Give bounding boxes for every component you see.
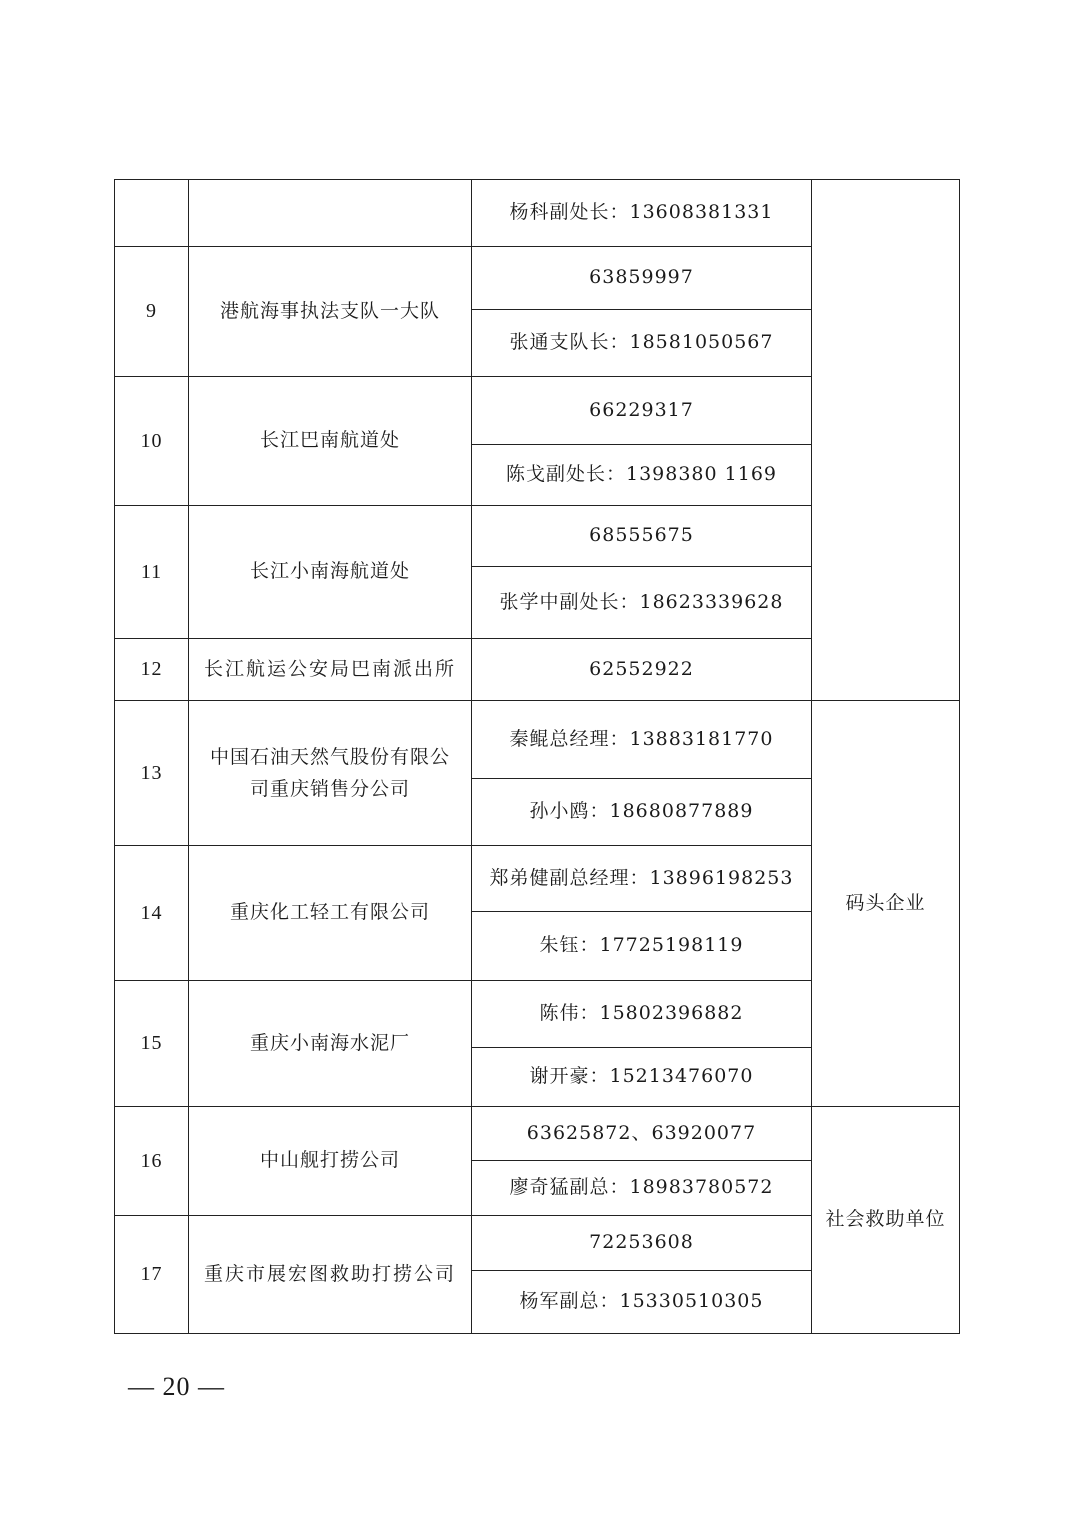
category-wharf: 码头企业 bbox=[812, 701, 960, 1107]
contact-cell: 63859997 bbox=[472, 247, 812, 310]
row-number: 17 bbox=[115, 1216, 189, 1334]
organization-name bbox=[189, 180, 472, 247]
contacts-table bbox=[114, 179, 960, 1334]
contact-cell: 62552922 bbox=[472, 639, 812, 701]
row-number: 10 bbox=[115, 377, 189, 506]
row-number: 13 bbox=[115, 701, 189, 846]
organization-name: 港航海事执法支队一大队 bbox=[189, 247, 472, 377]
organization-name: 长江巴南航道处 bbox=[189, 377, 472, 506]
organization-name: 中国石油天然气股份有限公司重庆销售分公司 bbox=[189, 701, 472, 846]
contact-cell: 张学中副处长：18623339628 bbox=[472, 567, 812, 639]
contact-cell: 秦鲲总经理：13883181770 bbox=[472, 701, 812, 779]
contact-cell: 张通支队长：18581050567 bbox=[472, 310, 812, 377]
contact-cell: 66229317 bbox=[472, 377, 812, 445]
row-number: 12 bbox=[115, 639, 189, 701]
contact-cell: 陈伟：15802396882 bbox=[472, 981, 812, 1048]
contact-cell: 63625872、63920077 bbox=[472, 1107, 812, 1161]
row-number: 14 bbox=[115, 846, 189, 981]
table-row bbox=[115, 701, 960, 779]
organization-name: 长江航运公安局巴南派出所 bbox=[189, 639, 472, 701]
row-number: 16 bbox=[115, 1107, 189, 1216]
organization-name: 重庆市展宏图救助打捞公司 bbox=[189, 1216, 472, 1334]
contact-cell: 陈戈副处长：1398380 1169 bbox=[472, 445, 812, 506]
contact-cell: 杨科副处长：13608381331 bbox=[472, 180, 812, 247]
contact-cell: 廖奇猛副总：18983780572 bbox=[472, 1161, 812, 1216]
table-row bbox=[115, 180, 960, 247]
organization-name: 重庆小南海水泥厂 bbox=[189, 981, 472, 1107]
row-number: 9 bbox=[115, 247, 189, 377]
contact-cell: 杨军副总：15330510305 bbox=[472, 1271, 812, 1334]
row-number bbox=[115, 180, 189, 247]
contact-cell: 朱钰：17725198119 bbox=[472, 912, 812, 981]
page-number: — 20 — bbox=[128, 1372, 225, 1401]
organization-name: 重庆化工轻工有限公司 bbox=[189, 846, 472, 981]
contact-cell: 郑弟健副总经理：13896198253 bbox=[472, 846, 812, 912]
organization-name: 中山舰打捞公司 bbox=[189, 1107, 472, 1216]
organization-name: 长江小南海航道处 bbox=[189, 506, 472, 639]
row-number: 11 bbox=[115, 506, 189, 639]
category-cell-empty bbox=[812, 180, 960, 701]
table-row bbox=[115, 1107, 960, 1161]
contact-cell: 68555675 bbox=[472, 506, 812, 567]
row-number: 15 bbox=[115, 981, 189, 1107]
category-rescue: 社会救助单位 bbox=[812, 1107, 960, 1334]
contact-cell: 谢开豪：15213476070 bbox=[472, 1048, 812, 1107]
contact-cell: 孙小鸥：18680877889 bbox=[472, 779, 812, 846]
contact-cell: 72253608 bbox=[472, 1216, 812, 1271]
